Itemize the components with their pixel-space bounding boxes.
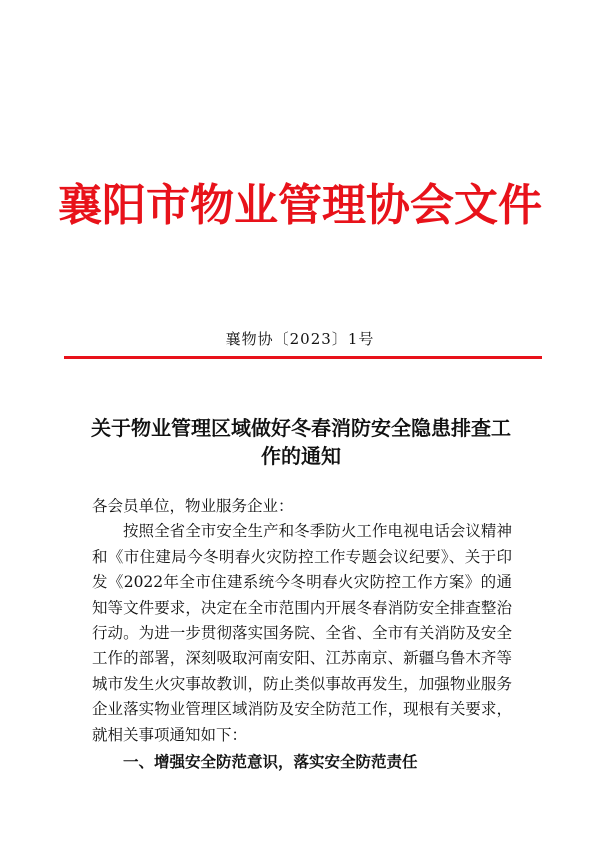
body-paragraph: 按照全省全市安全生产和冬季防火工作电视电话会议精神和《市住建局今冬明春火灾防控工作专题会议纪要》、关于印发《2022年全市住建系统今冬明春火灾防控工作方案》的通知等文件要求，决定在全市范围内开展冬春消防安全排查整治行动。为进一步贯彻落实国务院、全省、全市有关消防及安全工作的部署，深刻吸取河南安阳、江苏南京、新疆乌鲁木齐等城市发生火灾事故教训，防止类似事故再发生，加强物业服务企业落实物业管理区域消防及安全防范工作，现根有关要求，就相关事项通知如下： (92, 522, 512, 744)
document-title: 关于物业管理区域做好冬春消防安全隐患排查工作的通知 (91, 416, 511, 468)
document-body (92, 494, 512, 775)
section-heading: 一、增强安全防范意识，落实安全防范责任 (123, 753, 418, 772)
red-divider-rule (64, 356, 542, 359)
document-number: 襄物协〔2023〕1号 (225, 330, 375, 348)
addressee-line: 各会员单位，物业服务企业： (92, 497, 294, 515)
document-masthead: 襄阳市物业管理协会文件 (58, 180, 542, 231)
